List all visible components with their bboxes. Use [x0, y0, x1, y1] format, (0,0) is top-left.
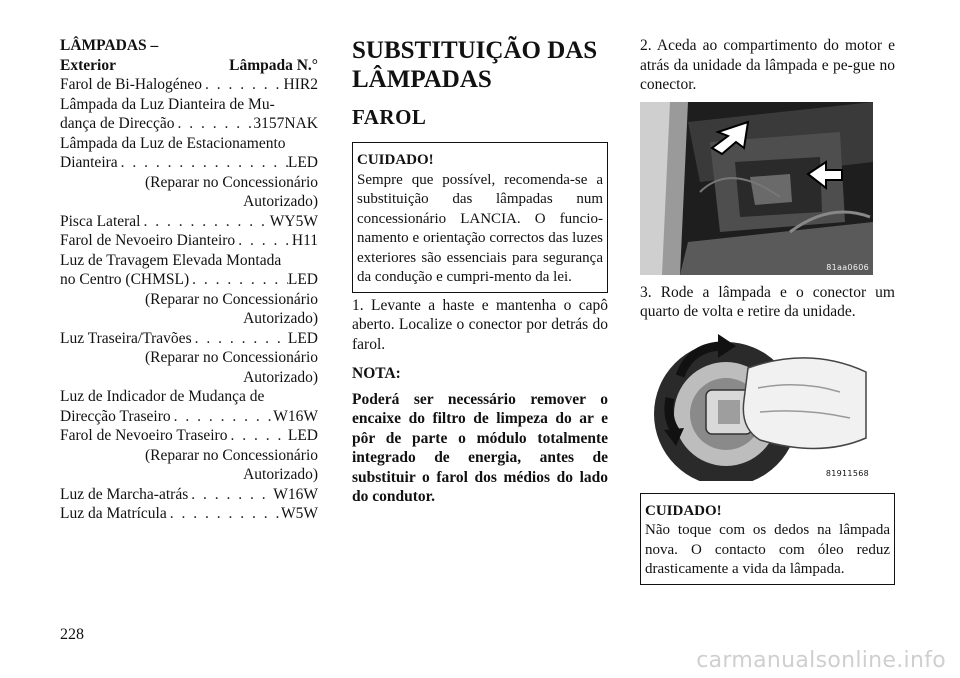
- caution-title: CUIDADO!: [357, 152, 434, 168]
- dot-leader: [174, 114, 253, 134]
- steps-column: [640, 36, 895, 585]
- bulb-entry-value: W16W: [273, 407, 318, 425]
- service-note-cont: Autorizado): [243, 310, 318, 327]
- bulb-entry-value: WY5W: [269, 212, 318, 230]
- bulb-entry: [60, 231, 318, 251]
- bulb-entry: [60, 114, 318, 134]
- caution-title-2: CUIDADO!: [645, 502, 722, 519]
- bulb-entry-label: dança de Direcção: [60, 115, 175, 132]
- bulb-entry-line: Lâmpada da Luz Dianteira de Mu-: [60, 95, 275, 113]
- service-note: (Reparar no Concessionário: [144, 349, 318, 366]
- bulb-entry: [60, 485, 318, 505]
- bulb-entry-value: LED: [287, 329, 318, 347]
- bulb-entry-line: Luz de Indicador de Mudança de: [60, 388, 265, 405]
- dot-leader: [202, 75, 284, 95]
- dot-leader: [189, 270, 288, 290]
- note-text: Poderá ser necessário remover o encaixe do filtro de limpeza do ar e pôr de parte o módulo totalmente integrado de energia, antes de substituir o farol dos médios do lado do condutor.: [352, 390, 608, 505]
- dot-leader: [118, 153, 288, 173]
- caution-text-2: Não toque com os dedos na lâmpada nova. O contacto com óleo reduz drasticamente a vida da lâmpada.: [645, 522, 890, 577]
- bulb-removal-illustration: [640, 328, 873, 481]
- dot-leader: [192, 329, 288, 349]
- dot-leader: [227, 426, 287, 446]
- bulb-entry-value: H11: [291, 232, 318, 249]
- dot-leader: [140, 212, 269, 232]
- bulb-entry-value: W16W: [273, 485, 318, 503]
- service-note: (Reparar no Concessionário: [144, 173, 318, 191]
- bulb-entry-value: LED: [287, 271, 318, 288]
- section-title-line2: LÂMPADAS: [352, 66, 492, 93]
- service-note-cont: Autorizado): [243, 193, 318, 210]
- dot-leader: [167, 504, 281, 524]
- bulb-entry-value: LED: [287, 154, 318, 171]
- caution-box: [352, 142, 608, 293]
- bulb-entry-label: Luz Traseira/Travões: [60, 329, 192, 347]
- step-1: 1. Levante a haste e mantenha o capô aberto. Localize o conector por detrás do farol.: [352, 296, 608, 353]
- instructions-column: [352, 36, 608, 507]
- engine-compartment-illustration: [640, 102, 873, 275]
- bulb-entry: [60, 270, 318, 290]
- watermark: carmanualsonline.info: [696, 648, 946, 673]
- bulb-entry-label: Farol de Bi-Halogéneo: [60, 76, 203, 93]
- bulb-list-column: [60, 36, 318, 524]
- dot-leader: [235, 231, 292, 251]
- caution-text: Sempre que possível, recomenda-se a substituição das lâmpadas num concessionário LANCIA. O funcio-namento e orientação correctos das luzes exteriores são essenciais para segurança da condução e cumpri-mento da lei.: [357, 171, 603, 285]
- bulb-entry-value: HIR2: [283, 76, 318, 93]
- bulb-entry-value: LED: [287, 427, 318, 444]
- note-title: NOTA:: [352, 365, 401, 382]
- caution-box-2: [640, 493, 895, 585]
- dot-leader: [171, 407, 274, 427]
- bulb-entry-value: 3157NAK: [253, 115, 318, 132]
- bulb-entry-line: Luz de Travagem Elevada Montada: [60, 251, 282, 269]
- bulb-entry-label: Direcção Traseiro: [60, 407, 171, 425]
- dot-leader: [188, 485, 273, 505]
- bulb-entry: [60, 153, 318, 173]
- bulb-entry-label: Luz da Matrícula: [60, 505, 167, 522]
- service-note: (Reparar no Concessionário: [144, 290, 318, 308]
- bulb-entry-label: Pisca Lateral: [60, 212, 141, 230]
- bulb-entry: [60, 212, 318, 232]
- bulb-entry-label: no Centro (CHMSL): [60, 271, 190, 288]
- bulb-entry-label: Luz de Marcha-atrás: [60, 485, 189, 503]
- service-note-cont: Autorizado): [243, 466, 318, 483]
- figure-code: 81aa0606: [826, 262, 869, 272]
- bulb-entries: [60, 75, 318, 524]
- bulb-entry: [60, 329, 318, 349]
- bulb-list-subheading: [60, 56, 318, 76]
- engine-compartment-photo: [640, 102, 873, 275]
- bulb-entry: [60, 426, 318, 446]
- service-note-cont: Autorizado): [243, 368, 318, 386]
- bulb-entry-label: Dianteira: [60, 154, 118, 171]
- service-note: (Reparar no Concessionário: [144, 446, 318, 464]
- section-title: SUBSTITUIÇÃO DAS: [352, 37, 598, 64]
- subsection-title: FAROL: [352, 105, 427, 129]
- figure-code-2: 81911568: [825, 468, 869, 478]
- page-number: 228: [60, 626, 84, 643]
- bulb-entry-line: Lâmpada da Luz de Estacionamento: [60, 134, 286, 152]
- bulb-entry: [60, 407, 318, 427]
- bulb-entry: [60, 504, 318, 524]
- hand-rotating-bulb-illustration: [640, 328, 873, 481]
- bulb-entry-value: W5W: [280, 505, 318, 522]
- bulb-entry-label: Farol de Nevoeiro Dianteiro: [60, 232, 236, 249]
- bulb-list-heading: LÂMPADAS –: [60, 37, 159, 54]
- bulb-entry-label: Farol de Nevoeiro Traseiro: [60, 427, 228, 444]
- step-2: 2. Aceda ao compartimento do motor e atrás da unidade da lâmpada e pe-gue no conector.: [640, 37, 895, 93]
- step-3: 3. Rode a lâmpada e o conector um quarto de volta e retire da unidade.: [640, 283, 895, 320]
- heading-exterior: Exterior: [60, 56, 116, 74]
- bulb-entry: [60, 75, 318, 95]
- heading-bulb-number: Lâmpada N.°: [229, 56, 318, 74]
